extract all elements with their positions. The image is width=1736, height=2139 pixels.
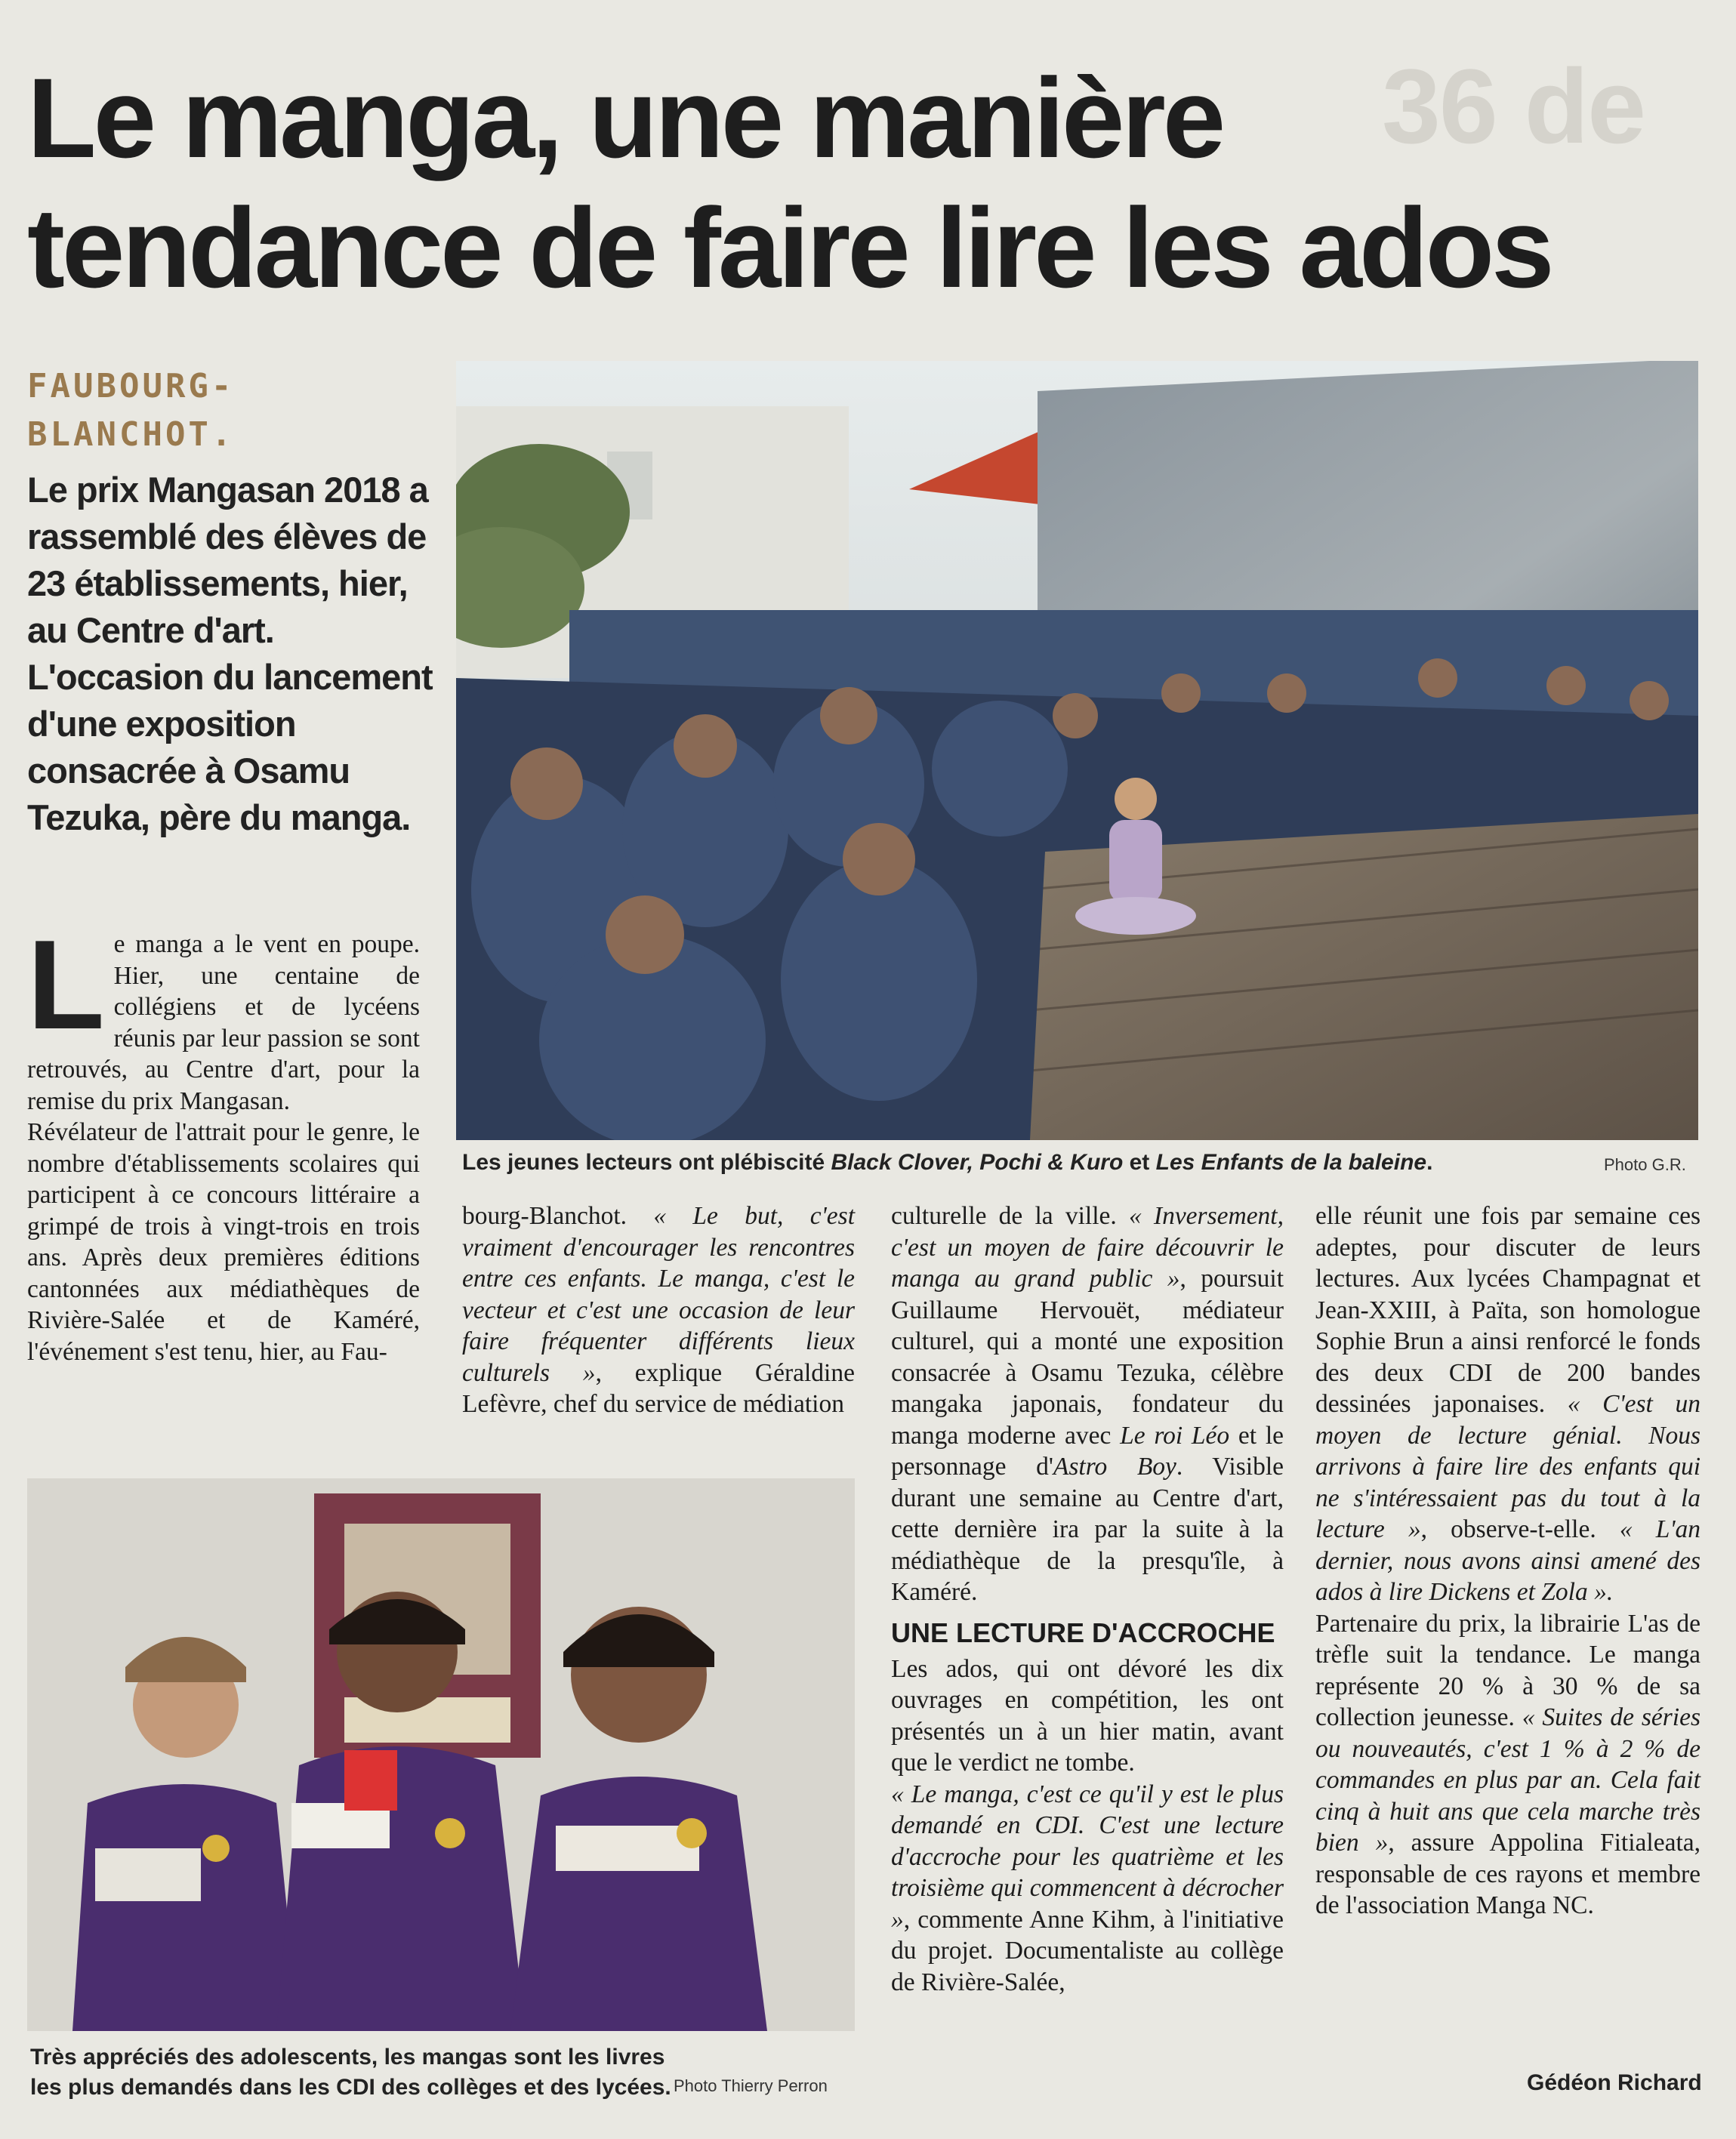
photo-students-gathering (456, 361, 1698, 1140)
dropcap: L (27, 914, 105, 1056)
col3-paragraph-3 (891, 1779, 1284, 1999)
col4-p1-quote1: « C'est un moyen de lecture génial. Nous arrivons à faire lire des enfants qui ne s'intéressaient pas du tout à la lecture » (1315, 1390, 1701, 1543)
photo1-caption (462, 1148, 1534, 1178)
col4-p1-mid: , observe-t-elle. (1420, 1515, 1620, 1543)
col3-p3-end: , commente Anne Kihm, à l'initiative du projet. Documentaliste au collège de Rivière-Salée, (891, 1905, 1284, 1996)
col4-paragraph-1 (1315, 1200, 1701, 1608)
photo2-caption: Très appréciés des adolescents, les mangas sont les livres les plus demandés dans les CDI des collèges et des lycées. (30, 2045, 671, 2100)
photo1-caption-start: Les jeunes lecteurs ont plébiscité (462, 1150, 831, 1175)
col3-p1-mid: , poursuit Guillaume Hervouët, médiateur culturel, qui a monté une exposition consacrée à Osamu Tezuka, célèbre mangaka japonais, fondateur du manga moderne avec (891, 1265, 1284, 1450)
kicker-line-2: BLANCHOT. (27, 415, 235, 454)
col3-paragraph-2: Les ados, qui ont dévoré les dix ouvrages en compétition, les ont présentés un à un hier matin, avant que le verdict ne tombe. (891, 1654, 1284, 1777)
lead-paragraph: Le prix Mangasan 2018 a rassemblé des élèves de 23 établissements, hier, au Centre d'art. L'occasion du lancement d'une exposition consacrée à Osamu Tezuka, père du manga. (27, 470, 433, 837)
col1-paragraph-1 (27, 914, 420, 1117)
col2-p1-start: bourg-Blanchot. (462, 1202, 654, 1230)
headline (27, 53, 1688, 313)
column-3 (891, 1200, 1284, 1998)
photo-students-gathering-image (456, 361, 1698, 1140)
photo1-credit: Photo G.R. (1604, 1155, 1686, 1174)
col4-p2-quote: « Suites de séries ou nouveautés, c'est 1 % à 2 % de commandes en plus par an. Cela fait cinq à huit ans que cela marche très bien » (1315, 1703, 1701, 1857)
col1-p1-text: e manga a le vent en poupe. Hier, une centaine de collégiens et de lycéens réunis par leur passion se sont retrouvés, au Centre d'art, pour la remise du prix Mangasan. (27, 930, 420, 1115)
location-kicker (27, 362, 450, 459)
byline: Gédéon Richard (1527, 2070, 1702, 2095)
col3-p1-and: et le personnage d' (891, 1421, 1284, 1481)
col3-paragraph-1 (891, 1200, 1284, 1608)
photo2-credit: Photo Thierry Perron (674, 2076, 828, 2095)
col1-paragraph-2: Révélateur de l'attrait pour le genre, le nombre d'établissements scolaires qui participent à ce concours littéraire a grimpé de trois à vingt-trois en trois ans. Après deux premières éditions cantonnées aux médiathèques de Rivière-Salée et de Kaméré, l'événement s'est tenu, hier, au Fau- (27, 1118, 420, 1366)
col4-p2-start: Partenaire du prix, la librairie L'as de trèfle suit la tendance. Le manga représente 20 % à 30 % de sa collection jeunesse. (1315, 1609, 1701, 1731)
column-1 (27, 914, 420, 1367)
photo1-caption-mid: et (1123, 1150, 1156, 1175)
col4-paragraph-2 (1315, 1608, 1701, 1922)
col4-p1-quote2: « L'an dernier, nous avons ainsi amené des ados à lire Dickens et Zola ». (1315, 1515, 1701, 1606)
col3-title-astro-boy: Astro Boy (1053, 1453, 1176, 1481)
column-2 (462, 1200, 855, 1420)
column-4 (1315, 1200, 1701, 1922)
col3-title-roi-leo: Le roi Léo (1120, 1421, 1230, 1450)
photo-boys-reading (27, 1478, 855, 2031)
photo1-caption-end: . (1426, 1150, 1433, 1175)
col2-paragraph-1 (462, 1200, 855, 1420)
col3-p1-end: . Visible durant une semaine au Centre d'art, cette dernière ira par la suite à la médiathèque de la presqu'île, à Kaméré. (891, 1453, 1284, 1606)
col2-p1-quote: « Le but, c'est vraiment d'encourager les rencontres entre ces enfants. Le manga, c'est le vecteur et c'est une occasion de leur faire fréquenter différents lieux culturels » (462, 1202, 855, 1387)
bleed-through-text: 36 de (1382, 47, 1645, 165)
headline-line-1: Le manga, une manière (27, 54, 1223, 181)
section-subhead: UNE LECTURE D'ACCROCHE (891, 1617, 1275, 1648)
kicker-line-1: FAUBOURG- (27, 367, 235, 405)
col4-p1-start: elle réunit une fois par semaine ces adeptes, pour discuter de leurs lectures. Aux lycées Champagnat et Jean-XXIII, à Païta, son homologue Sophie Brun a ainsi renforcé le fonds des deux CDI de 200 bandes dessinées japonaises. (1315, 1202, 1701, 1418)
col3-p3-quote: « Le manga, c'est ce qu'il y est le plus demandé en CDI. C'est une lecture d'accroche pour les quatrième et les troisième qui commencent à décrocher » (891, 1780, 1284, 1934)
headline-line-2: tendance de faire lire les ados (27, 184, 1552, 311)
photo-boys-reading-image (27, 1478, 855, 2031)
photo1-caption-titles: Black Clover, Pochi & Kuro (831, 1150, 1124, 1175)
col2-p1-end: , explique Géraldine Lefèvre, chef du service de médiation (462, 1358, 855, 1418)
col3-p1-quote: « Inversement, c'est un moyen de faire découvrir le manga au grand public » (891, 1202, 1284, 1293)
col4-p2-end: , assure Appolina Fitialeata, responsable de ces rayons et membre de l'association Manga NC. (1315, 1829, 1701, 1919)
col3-p1-start: culturelle de la ville. (891, 1202, 1129, 1230)
photo1-caption-title2: Les Enfants de la baleine (1155, 1150, 1427, 1175)
